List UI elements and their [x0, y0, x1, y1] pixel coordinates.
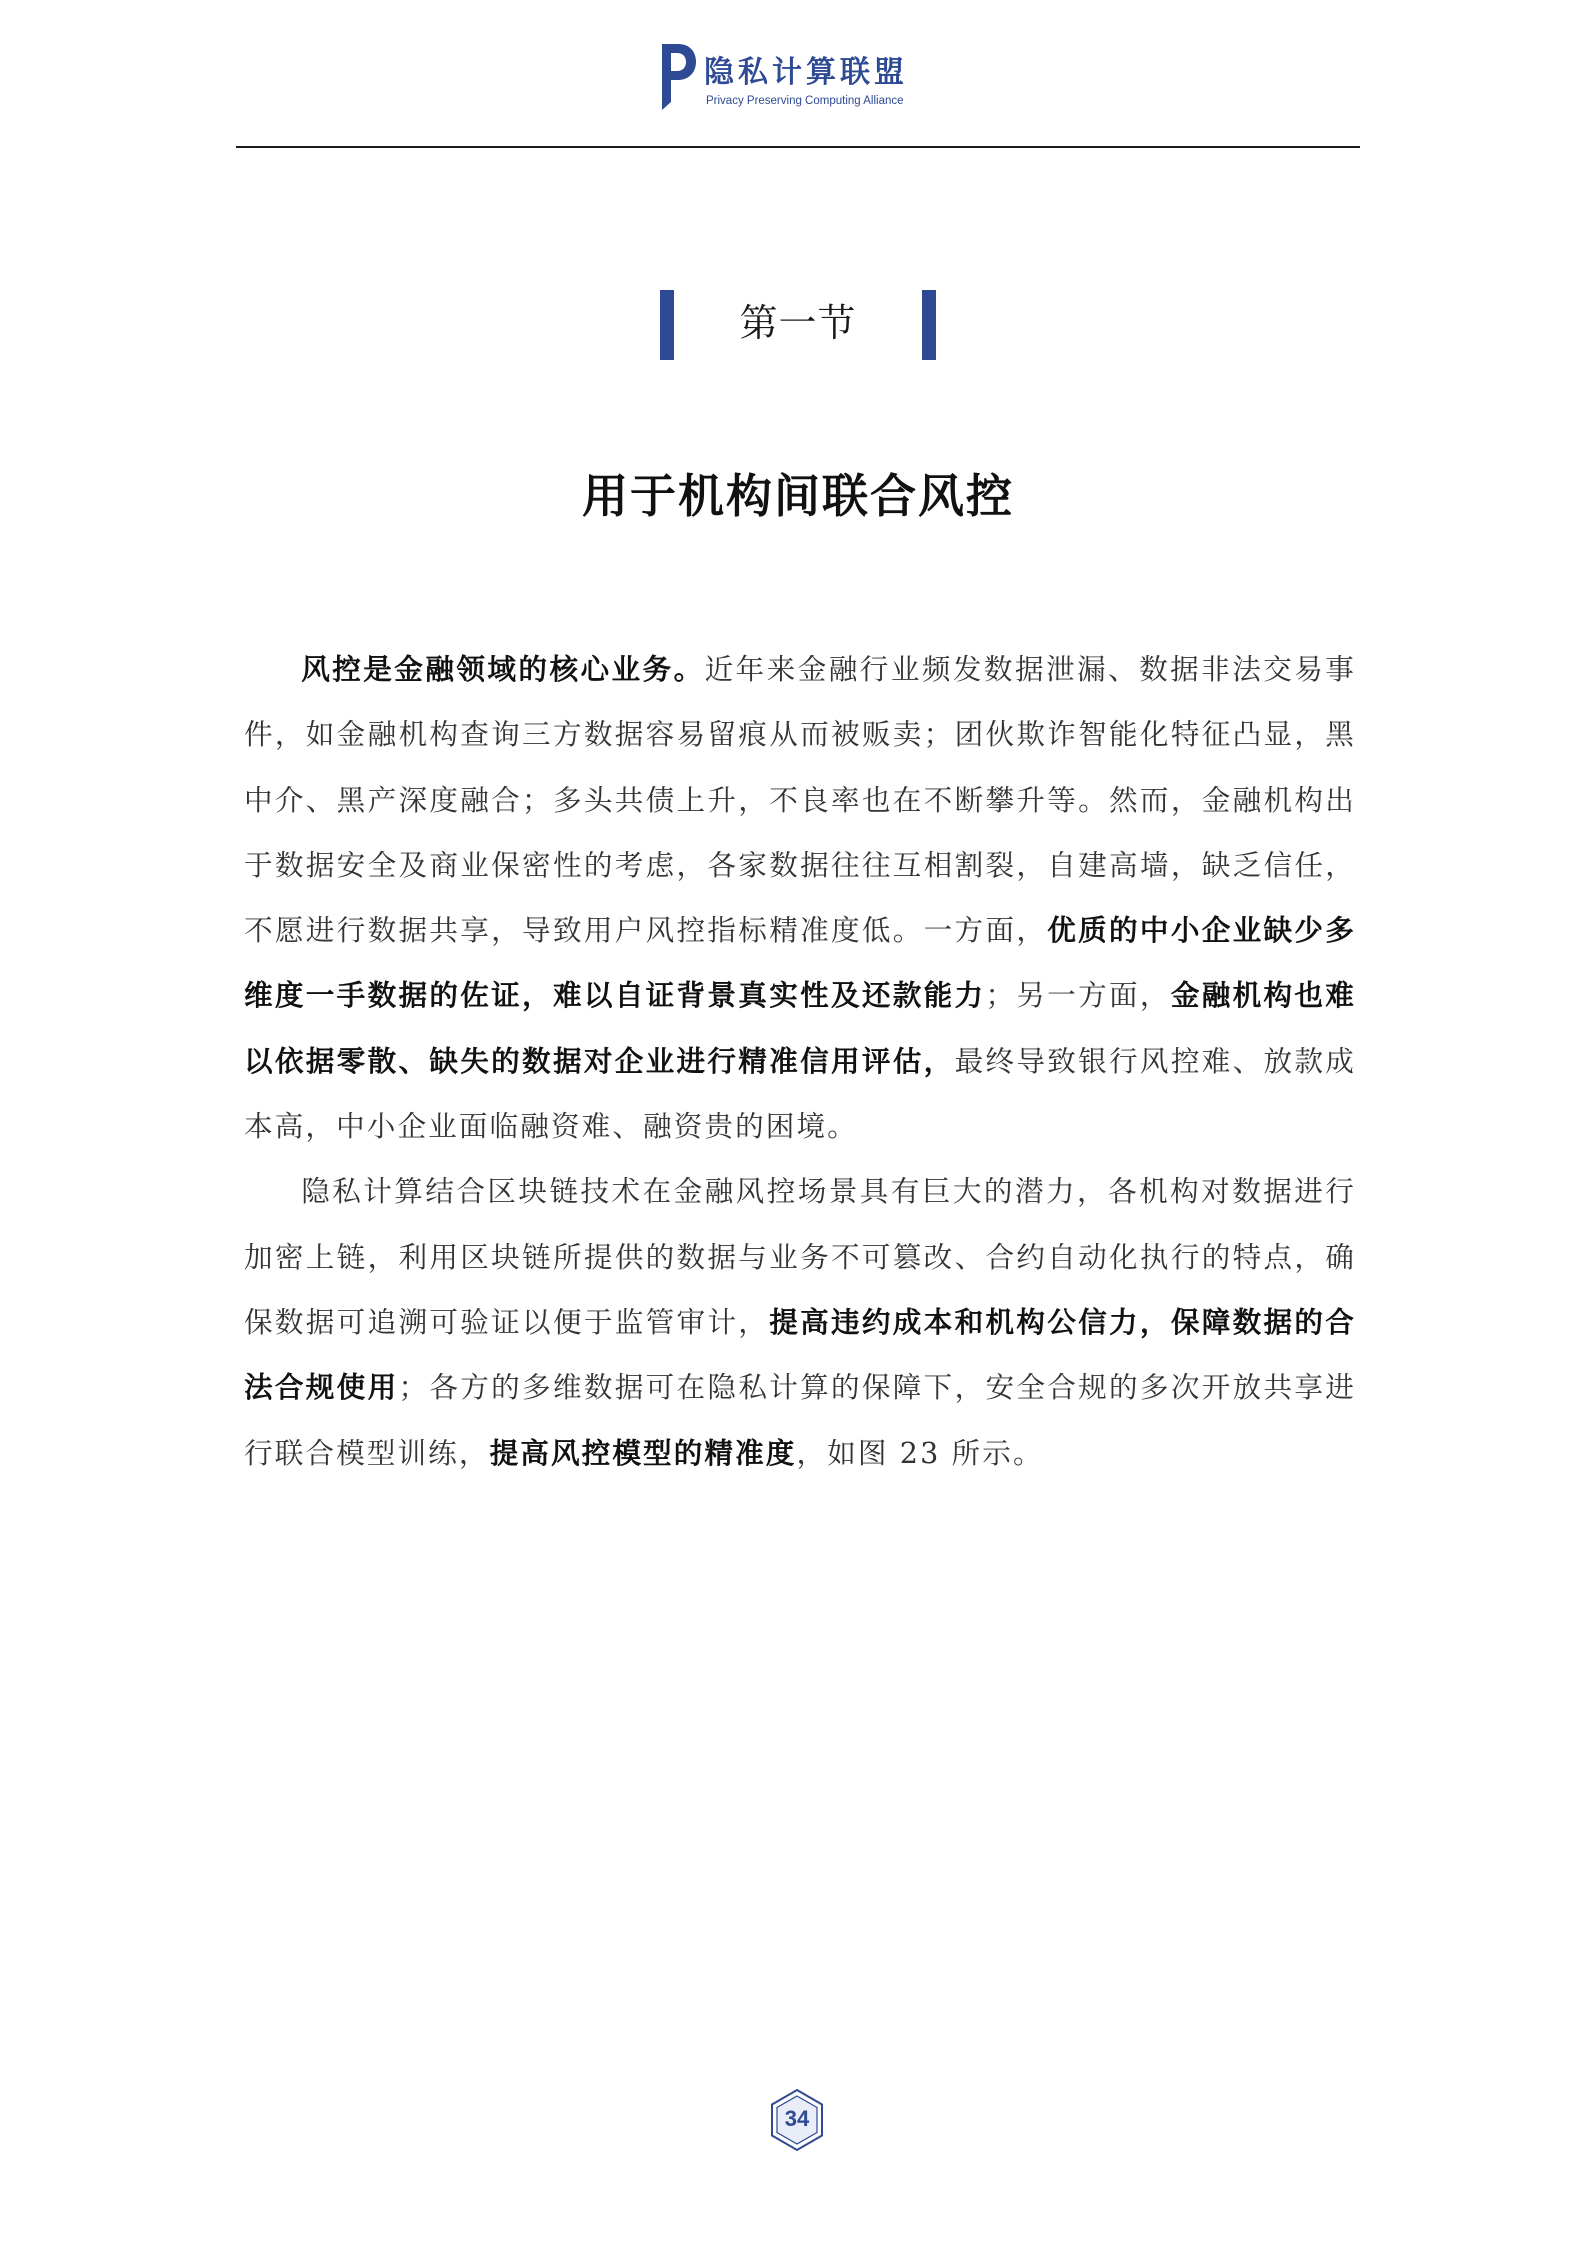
section-number: 第一节: [739, 301, 857, 345]
section-label: [660, 290, 936, 360]
body-text-run: ；各方的多维数据可在隐私计算的保障下，安全合规的多次开放共享进行联合模型训练，: [244, 1370, 1356, 1470]
page-number-badge: [769, 2088, 825, 2152]
body-text-run: ；另一方面，: [985, 978, 1171, 1013]
logo-subtitle: Privacy Preserving Computing Alliance: [706, 95, 904, 107]
section-bar-right: [922, 290, 936, 360]
logo-name: 隐私计算联盟: [704, 55, 908, 90]
emphasis-text: 金融机构也难以依据零散、缺失的数据对企业进行精准信用评估，: [244, 978, 1356, 1078]
alliance-logo: [656, 38, 936, 114]
page-number: 34: [784, 2106, 810, 2131]
p-shaped-logo-icon: [656, 40, 698, 112]
emphasis-text: 风控是金融领域的核心业务。: [301, 652, 705, 686]
paragraph-2: [244, 1159, 1356, 1485]
page-header: [0, 0, 1586, 150]
body-text-run: 近年来金融行业频发数据泄漏、数据非法交易事件，如金融机构查询三方数据容易留痕从而被贩卖；团伙欺诈智能化特征凸显，黑中介、黑产深度融合；多头共债上升，不良率也在不断攀升等。然而，金融机构出于数据安全及商业保密性的考虑，各家数据往往互相割裂，自建高墙，缺乏信任，不愿进行数据共享，导致用户风控指标精准度低。一方面，: [244, 652, 1356, 948]
emphasis-text: 提高风控模型的精准度: [489, 1435, 797, 1470]
paragraph-1: [244, 637, 1356, 1159]
emphasis-text: 优质的中小企业缺少多维度一手数据的佐证，难以自证背景真实性及还款能力: [244, 913, 1356, 1013]
section-bar-left: [660, 290, 674, 360]
page-title: 用于机构间联合风控: [582, 469, 1014, 523]
body-text-run: 最终导致银行风控难、放款成本高，中小企业面临融资难、融资贵的困境。: [244, 1043, 1356, 1144]
header-divider: [236, 146, 1360, 148]
emphasis-text: 提高违约成本和机构公信力，保障数据的合法合规使用: [244, 1304, 1356, 1405]
body-text: [244, 637, 1356, 1486]
body-text-run: 隐私计算结合区块链技术在金融风控场景具有巨大的潜力，各机构对数据进行加密上链，利用区块链所提供的数据与业务不可篡改、合约自动化执行的特点，确保数据可追溯可验证以便于监管审计，: [244, 1174, 1356, 1339]
body-text-run: ，如图 23 所示。: [796, 1435, 1044, 1470]
